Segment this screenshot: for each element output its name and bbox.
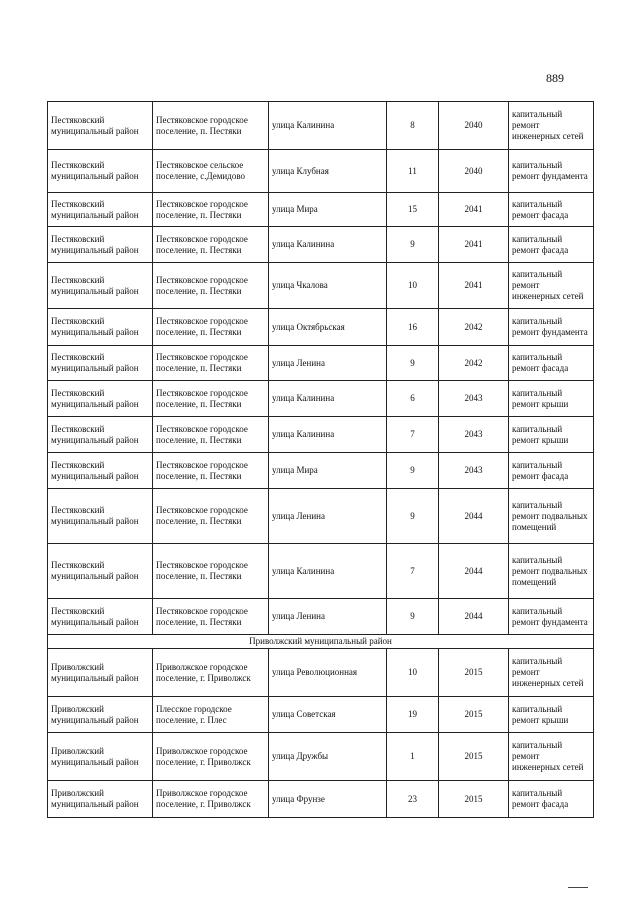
table-row	[48, 417, 594, 453]
work-type-cell: капитальный ремонт фасада	[509, 346, 594, 381]
house-number-cell: 9	[387, 453, 439, 489]
work-type-cell: капитальный ремонт инженерных сетей	[509, 263, 594, 309]
house-number-cell: 7	[387, 544, 439, 599]
street-cell: улица Калинина	[269, 417, 387, 453]
table-row	[48, 697, 594, 733]
year-cell: 2044	[439, 489, 509, 544]
settlement-cell: Пестяковское городское поселение, п. Пестяки	[153, 346, 269, 381]
street-cell: улица Мира	[269, 453, 387, 489]
table-row	[48, 309, 594, 346]
house-number-cell: 16	[387, 309, 439, 346]
settlement-cell: Пестяковское городское поселение, п. Пестяки	[153, 453, 269, 489]
settlement-cell: Пестяковское городское поселение, п. Пестяки	[153, 417, 269, 453]
table-body-pestyaki	[48, 102, 594, 635]
street-cell: улица Мира	[269, 193, 387, 227]
house-number-cell: 15	[387, 193, 439, 227]
house-number-cell: 7	[387, 417, 439, 453]
house-number-cell: 9	[387, 227, 439, 263]
settlement-cell: Пестяковское городское поселение, п. Пестяки	[153, 381, 269, 417]
district-cell: Пестяковский муниципальный район	[48, 417, 153, 453]
work-type-cell: капитальный ремонт фундамента	[509, 150, 594, 193]
year-cell: 2015	[439, 733, 509, 781]
year-cell: 2042	[439, 309, 509, 346]
work-type-cell: капитальный ремонт фундамента	[509, 599, 594, 635]
house-number-cell: 10	[387, 263, 439, 309]
repair-schedule-table	[47, 101, 594, 818]
house-number-cell: 19	[387, 697, 439, 733]
table-row	[48, 102, 594, 150]
year-cell: 2041	[439, 193, 509, 227]
district-cell: Пестяковский муниципальный район	[48, 193, 153, 227]
street-cell: улица Калинина	[269, 381, 387, 417]
table-row	[48, 193, 594, 227]
street-cell: улица Калинина	[269, 102, 387, 150]
table-row	[48, 381, 594, 417]
year-cell: 2043	[439, 453, 509, 489]
year-cell: 2041	[439, 227, 509, 263]
work-type-cell: капитальный ремонт крыши	[509, 381, 594, 417]
settlement-cell: Приволжское городское поселение, г. Приволжск	[153, 649, 269, 697]
work-type-cell: капитальный ремонт фасада	[509, 227, 594, 263]
district-cell: Приволжский муниципальный район	[48, 733, 153, 781]
work-type-cell: капитальный ремонт инженерных сетей	[509, 733, 594, 781]
year-cell: 2042	[439, 346, 509, 381]
year-cell: 2043	[439, 417, 509, 453]
table-row	[48, 649, 594, 697]
house-number-cell: 1	[387, 733, 439, 781]
year-cell: 2015	[439, 781, 509, 818]
settlement-cell: Плесское городское поселение, г. Плес	[153, 697, 269, 733]
year-cell: 2043	[439, 381, 509, 417]
settlement-cell: Пестяковское городское поселение, п. Пестяки	[153, 489, 269, 544]
work-type-cell: капитальный ремонт крыши	[509, 417, 594, 453]
district-cell: Пестяковский муниципальный район	[48, 381, 153, 417]
house-number-cell: 9	[387, 346, 439, 381]
work-type-cell: капитальный ремонт фасада	[509, 453, 594, 489]
table-row	[48, 733, 594, 781]
settlement-cell: Пестяковское городское поселение, п. Пестяки	[153, 544, 269, 599]
section-heading-group	[48, 635, 594, 649]
street-cell: улица Калинина	[269, 227, 387, 263]
district-cell: Пестяковский муниципальный район	[48, 102, 153, 150]
year-cell: 2015	[439, 697, 509, 733]
house-number-cell: 11	[387, 150, 439, 193]
work-type-cell: капитальный ремонт фундамента	[509, 309, 594, 346]
district-cell: Пестяковский муниципальный район	[48, 263, 153, 309]
year-cell: 2041	[439, 263, 509, 309]
district-cell: Пестяковский муниципальный район	[48, 309, 153, 346]
street-cell: улица Советская	[269, 697, 387, 733]
street-cell: улица Клубная	[269, 150, 387, 193]
house-number-cell: 9	[387, 599, 439, 635]
house-number-cell: 9	[387, 489, 439, 544]
page-corner-mark	[568, 887, 588, 888]
work-type-cell: капитальный ремонт подвальных помещений	[509, 544, 594, 599]
work-type-cell: капитальный ремонт крыши	[509, 697, 594, 733]
year-cell: 2044	[439, 599, 509, 635]
district-cell: Приволжский муниципальный район	[48, 649, 153, 697]
section-heading: Приволжский муниципальный район	[48, 635, 594, 649]
street-cell: улица Фрунзе	[269, 781, 387, 818]
street-cell: улица Ленина	[269, 346, 387, 381]
work-type-cell: капитальный ремонт фасада	[509, 193, 594, 227]
work-type-cell: капитальный ремонт инженерных сетей	[509, 102, 594, 150]
page-number: 889	[546, 71, 564, 85]
street-cell: улица Ленина	[269, 489, 387, 544]
settlement-cell: Пестяковское городское поселение, п. Пестяки	[153, 227, 269, 263]
street-cell: улица Октябрьская	[269, 309, 387, 346]
district-cell: Приволжский муниципальный район	[48, 781, 153, 818]
district-cell: Приволжский муниципальный район	[48, 697, 153, 733]
table-row	[48, 453, 594, 489]
district-cell: Пестяковский муниципальный район	[48, 489, 153, 544]
table-row	[48, 781, 594, 818]
year-cell: 2040	[439, 102, 509, 150]
house-number-cell: 10	[387, 649, 439, 697]
table-row	[48, 599, 594, 635]
table-row	[48, 346, 594, 381]
table-row	[48, 489, 594, 544]
street-cell: улица Калинина	[269, 544, 387, 599]
district-cell: Пестяковский муниципальный район	[48, 599, 153, 635]
year-cell: 2040	[439, 150, 509, 193]
work-type-cell: капитальный ремонт подвальных помещений	[509, 489, 594, 544]
settlement-cell: Пестяковское городское поселение, п. Пестяки	[153, 263, 269, 309]
work-type-cell: капитальный ремонт фасада	[509, 781, 594, 818]
settlement-cell: Приволжское городское поселение, г. Приволжск	[153, 733, 269, 781]
street-cell: улица Революционная	[269, 649, 387, 697]
table-body-privolzhsk	[48, 649, 594, 818]
settlement-cell: Пестяковское сельское поселение, с.Демидово	[153, 150, 269, 193]
settlement-cell: Пестяковское городское поселение, п. Пестяки	[153, 102, 269, 150]
district-cell: Пестяковский муниципальный район	[48, 150, 153, 193]
district-cell: Пестяковский муниципальный район	[48, 544, 153, 599]
street-cell: улица Чкалова	[269, 263, 387, 309]
district-cell: Пестяковский муниципальный район	[48, 227, 153, 263]
settlement-cell: Пестяковское городское поселение, п. Пестяки	[153, 193, 269, 227]
year-cell: 2015	[439, 649, 509, 697]
district-cell: Пестяковский муниципальный район	[48, 453, 153, 489]
year-cell: 2044	[439, 544, 509, 599]
street-cell: улица Дружбы	[269, 733, 387, 781]
work-type-cell: капитальный ремонт инженерных сетей	[509, 649, 594, 697]
section-heading-row	[48, 635, 594, 649]
house-number-cell: 8	[387, 102, 439, 150]
house-number-cell: 6	[387, 381, 439, 417]
settlement-cell: Пестяковское городское поселение, п. Пестяки	[153, 309, 269, 346]
house-number-cell: 23	[387, 781, 439, 818]
settlement-cell: Приволжское городское поселение, г. Приволжск	[153, 781, 269, 818]
table-row	[48, 227, 594, 263]
table-row	[48, 263, 594, 309]
district-cell: Пестяковский муниципальный район	[48, 346, 153, 381]
settlement-cell: Пестяковское городское поселение, п. Пестяки	[153, 599, 269, 635]
street-cell: улица Ленина	[269, 599, 387, 635]
table-row	[48, 150, 594, 193]
table-row	[48, 544, 594, 599]
